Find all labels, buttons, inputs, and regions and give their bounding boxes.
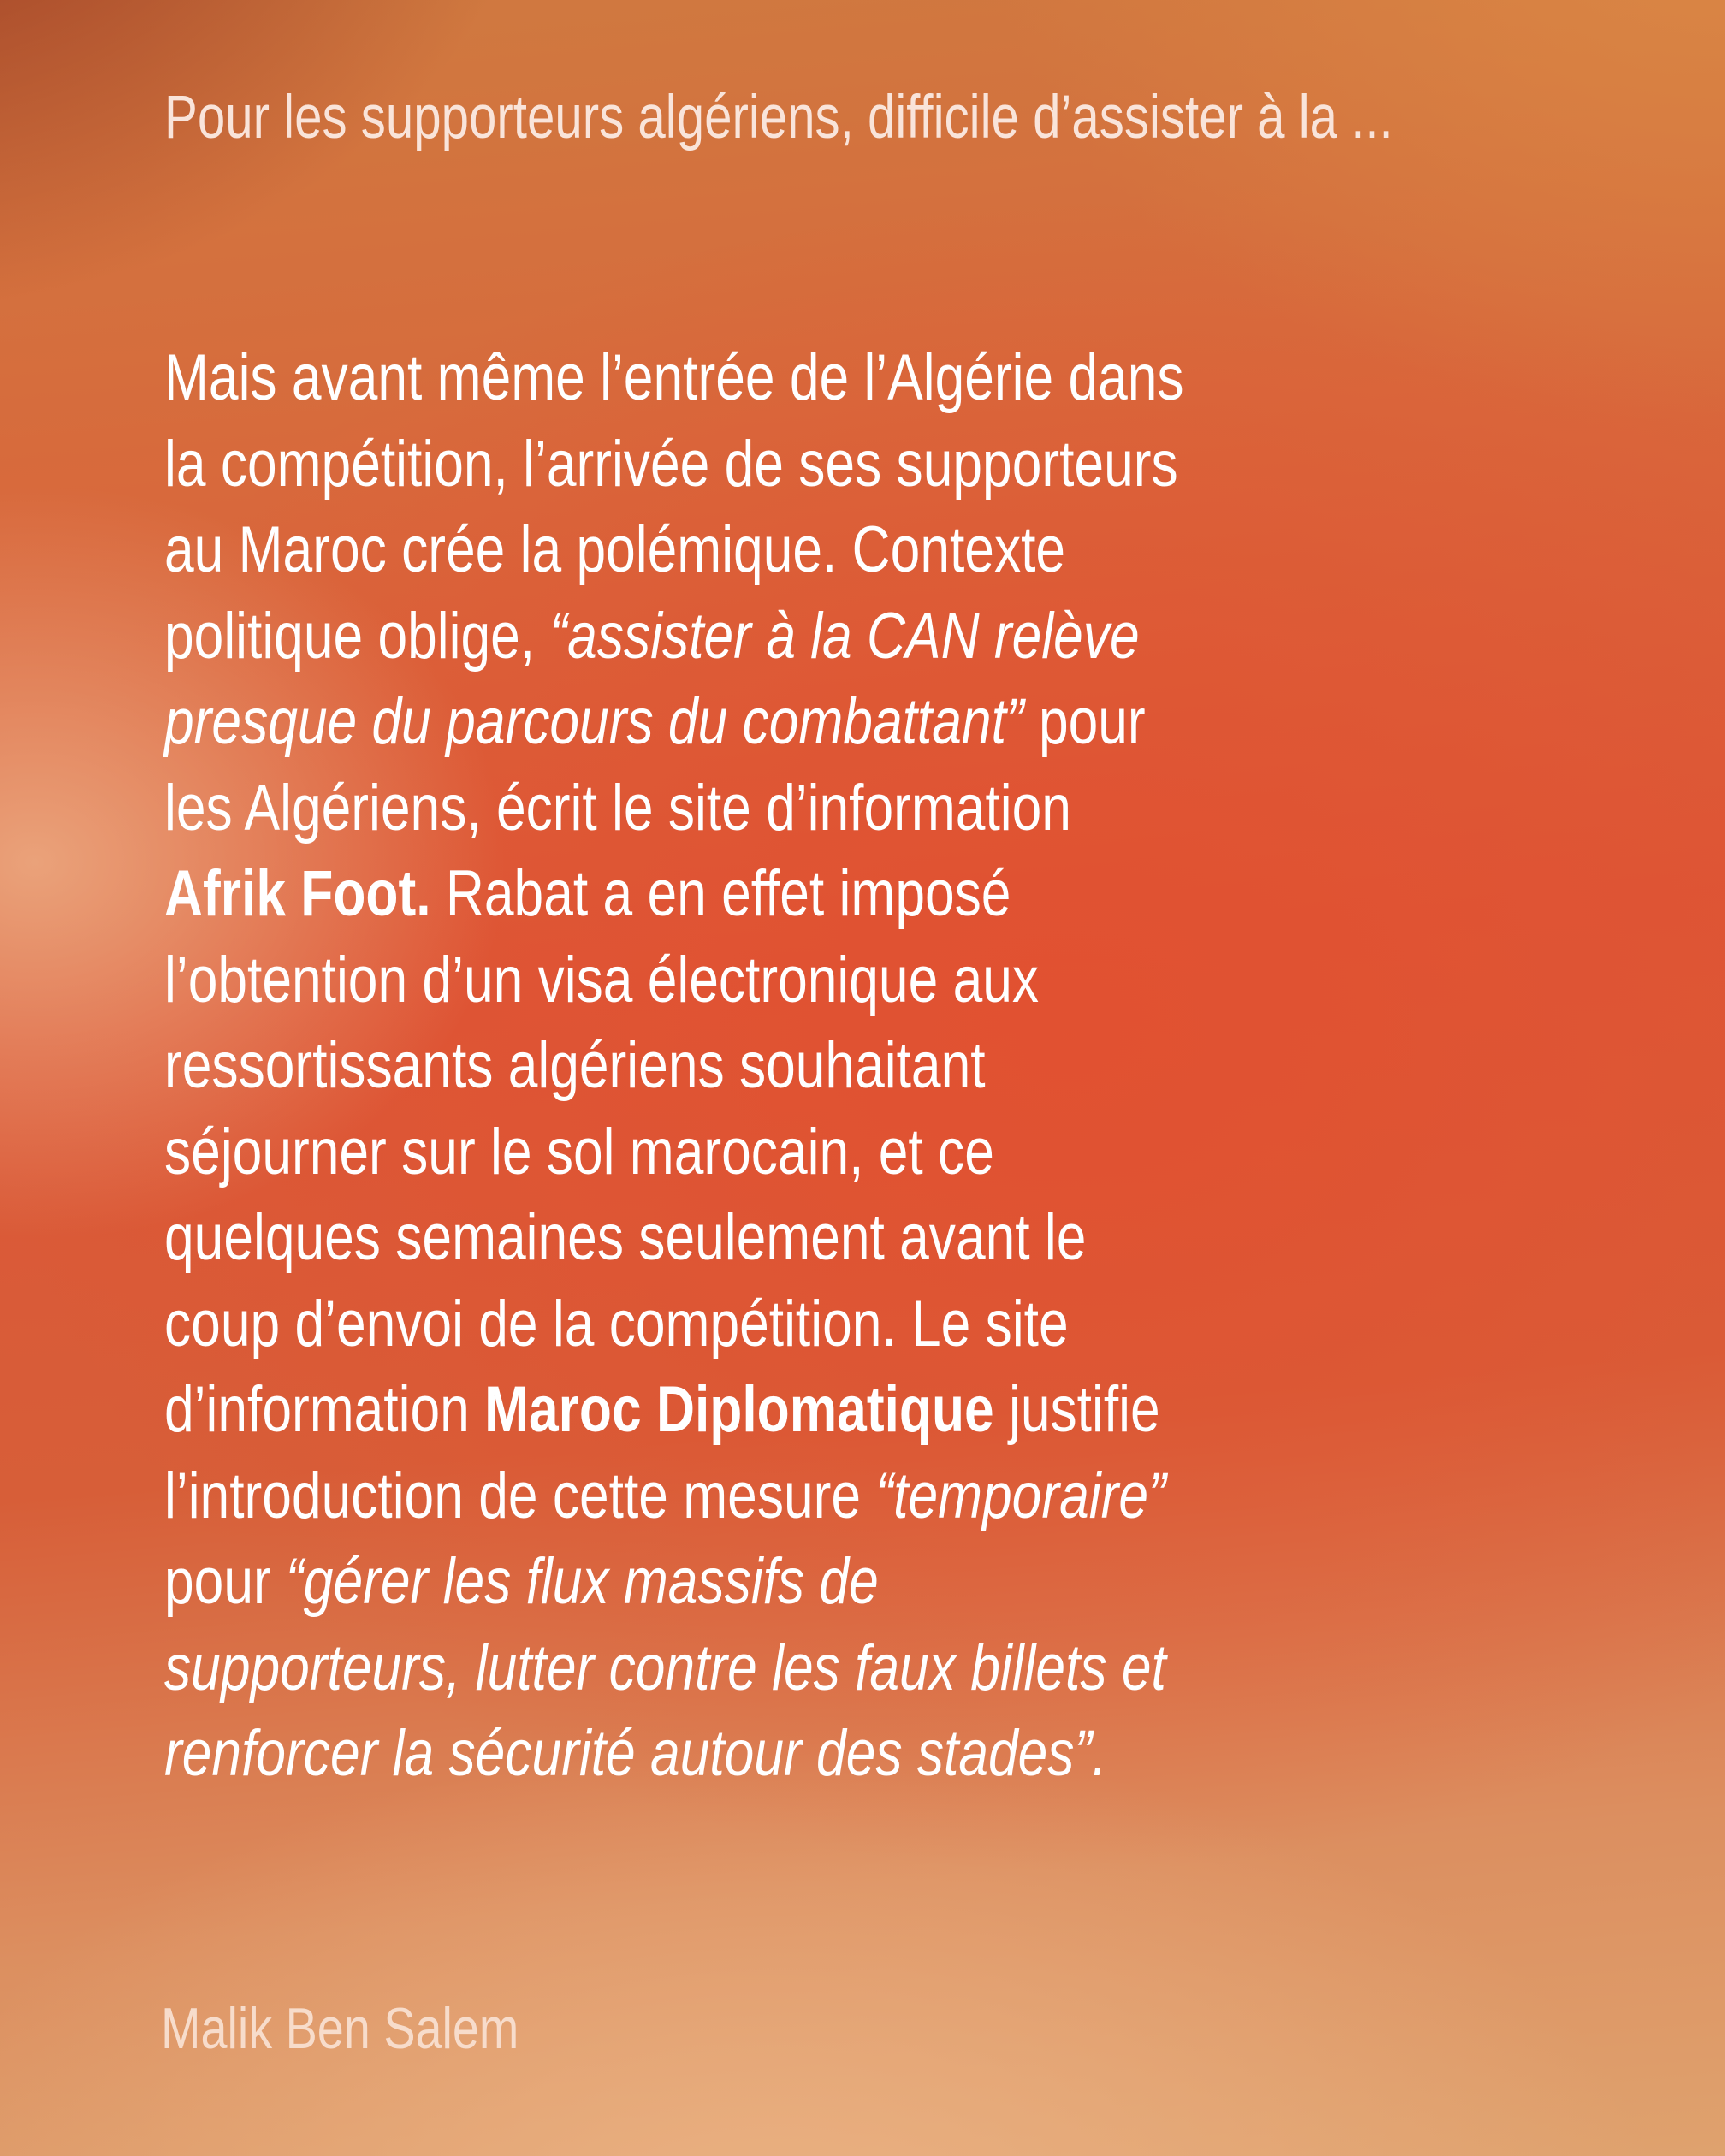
article-line <box>164 422 1184 508</box>
article-line <box>164 335 1184 422</box>
text-segment: quelques semaines seulement avant le <box>164 1201 1087 1274</box>
article-line <box>164 1711 1184 1798</box>
text-segment: Maroc Diplomatique <box>484 1373 994 1446</box>
article-body <box>164 335 1184 1798</box>
article-line <box>164 594 1184 680</box>
text-segment: ressortissants algériens souhaitant <box>164 1029 986 1102</box>
article-line <box>164 1626 1184 1712</box>
text-segment: pour <box>1023 685 1146 758</box>
article-line <box>164 679 1184 766</box>
text-segment: pour <box>164 1545 287 1618</box>
article-line <box>164 1367 1184 1454</box>
article-line <box>164 1023 1184 1110</box>
text-segment: d’information <box>164 1373 485 1446</box>
text-segment: “gérer les flux massifs de <box>286 1545 879 1618</box>
text-segment: Afrik Foot. <box>164 857 431 930</box>
text-segment: supporteurs, lutter contre les faux billets et <box>164 1631 1166 1704</box>
text-segment: renforcer la sécurité autour des stades”. <box>164 1717 1107 1790</box>
text-segment: politique oblige, <box>164 599 550 672</box>
article-line <box>164 851 1184 938</box>
text-segment: l’introduction de cette mesure <box>164 1459 876 1532</box>
text-segment: “assister à la CAN relève <box>549 599 1140 672</box>
article-line <box>164 1454 1184 1540</box>
text-segment: la compétition, l’arrivée de ses supporteurs <box>164 427 1178 500</box>
story-teaser: Pour les supporteurs algériens, difficile d’assister à la ... <box>164 84 1393 151</box>
text-segment: au Maroc crée la polémique. Contexte <box>164 513 1066 586</box>
text-segment: l’obtention d’un visa électronique aux <box>164 943 1040 1016</box>
text-segment: Rabat a en effet imposé <box>430 857 1011 930</box>
text-segment: Mais avant même l’entrée de l’Algérie dans <box>164 341 1184 414</box>
text-segment: presque du parcours du combattant” <box>164 685 1024 758</box>
text-segment: coup d’envoi de la compétition. Le site <box>164 1287 1069 1360</box>
article-line <box>164 507 1184 594</box>
article-line <box>164 1195 1184 1282</box>
text-segment: les Algériens, écrit le site d’information <box>164 771 1071 844</box>
article-line <box>164 1110 1184 1196</box>
article-line <box>164 1282 1184 1368</box>
author-byline: Malik Ben Salem <box>161 1996 519 2061</box>
article-line <box>164 1539 1184 1626</box>
article-line <box>164 766 1184 852</box>
article-line <box>164 938 1184 1024</box>
text-segment: séjourner sur le sol marocain, et ce <box>164 1115 994 1188</box>
text-segment: “temporaire” <box>875 1459 1166 1532</box>
text-segment: justifie <box>993 1373 1160 1446</box>
